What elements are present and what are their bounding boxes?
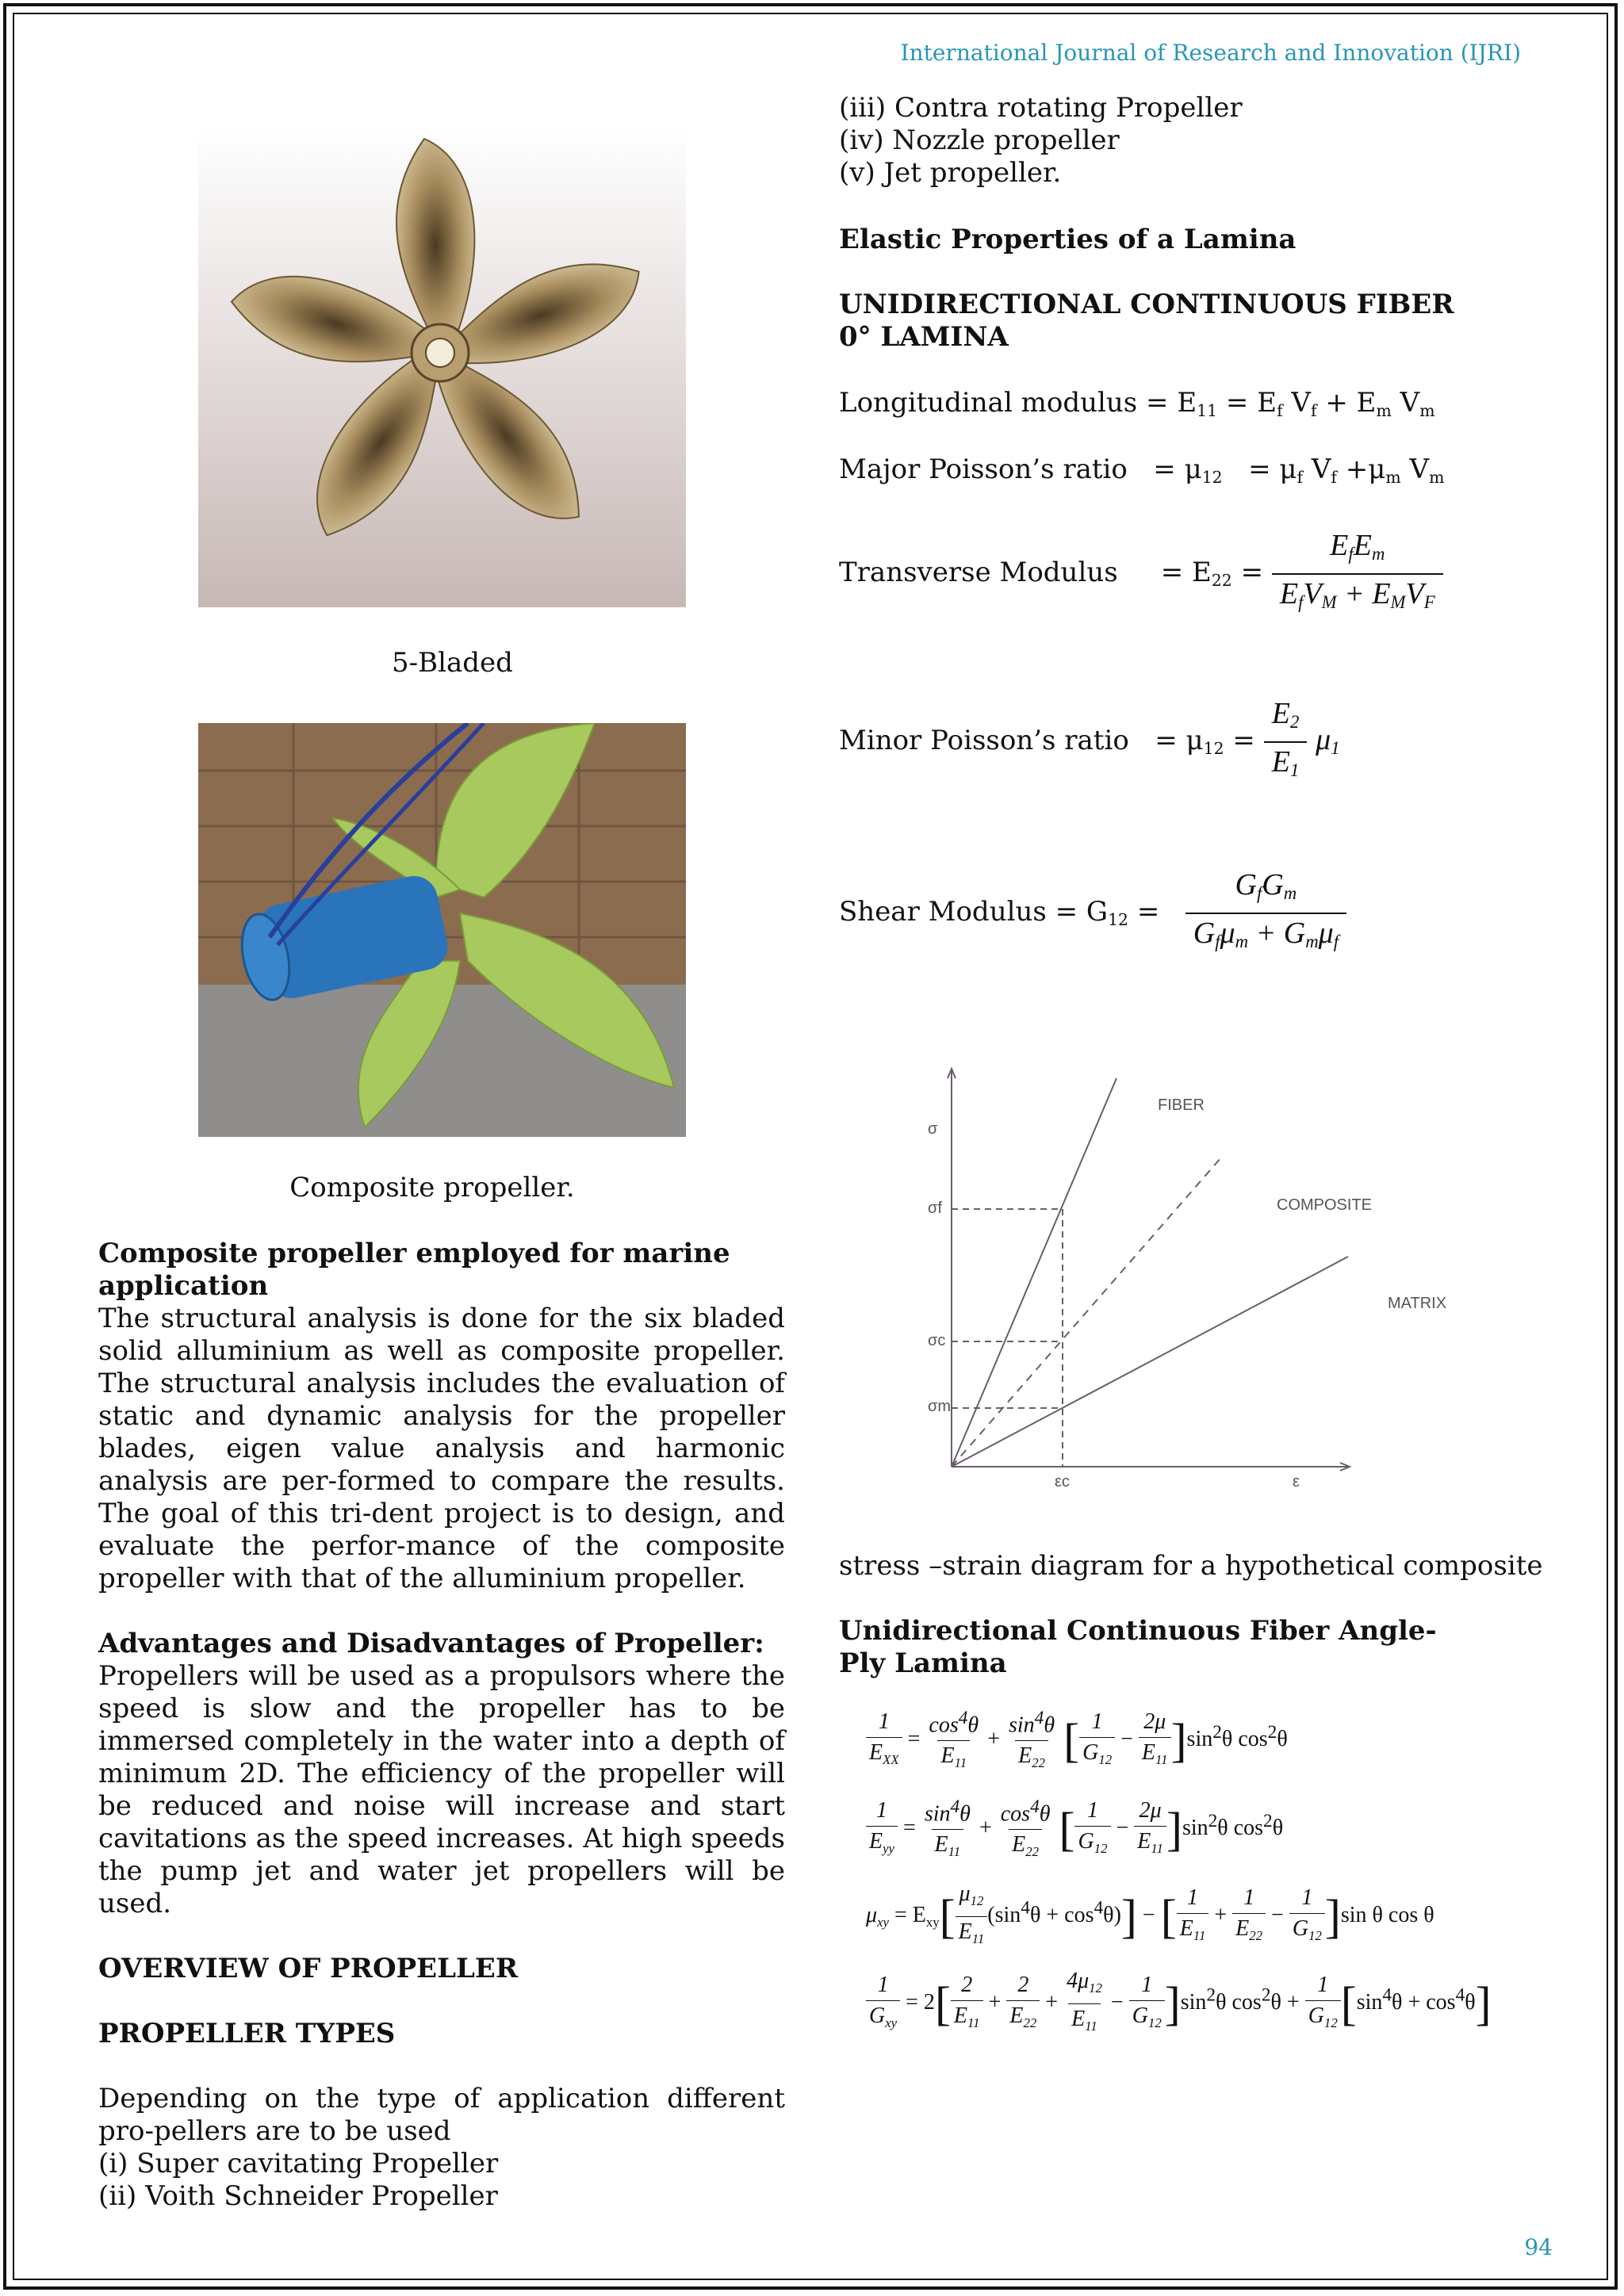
eps-c-label: εc (1055, 1473, 1070, 1490)
section-title-unidirectional: UNIDIRECTIONAL CONTINUOUS FIBER 0° LAMINA (839, 289, 1454, 353)
composite-line (952, 1158, 1221, 1467)
left-text-block (98, 1238, 785, 2213)
x-axis-label: ε (1293, 1473, 1300, 1490)
matrix-line (952, 1257, 1348, 1467)
section-title-angle-ply: Unidirectional Continuous Fiber Angle-Ply Lamina (839, 1615, 1437, 1679)
equation-major-poisson: Major Poisson’s ratio = $\mu_{12} = \mu_f$ $V_f +\mu_m$ $V_m$ (839, 453, 1445, 487)
equation-longitudinal-modulus: Longitudinal modulus = $E_{11} = E_f$ $V_f + E_m$ $V_m$ (839, 387, 1435, 420)
section-title-composite-marine: Composite propeller employed for marine application (98, 1238, 730, 1302)
journal-header: International Journal of Research and Innovation (IJRI) (900, 40, 1521, 66)
section-body-advantages: Propellers will be used as a propulsors where the speed is slow and the propeller has to be immersed completely in the water into a depth of minimum 2D. The efficiency of the propeller will be reduced and noise will increase and start cavitations as the speed increases. At high speeds the pump jet and water jet propellers will be used. (98, 1660, 785, 1919)
equation-shear-modulus: Shear Modulus = $G_{12}$ = $\frac{G_fG_m}{G_f\mu_m + G_m\mu_f}$ (839, 869, 1553, 958)
equation-exx: $\frac{1}{E_{XX}}$ = $\frac{\cos^4\theta}{E_{11}}$ + $\frac{\sin^4\theta}{E_{22}}$ [ $\frac{1}{G_{12}}$ − $\frac{2\mu}{E_{11}}$ ]$\sin^2\theta$ $\cos^2\theta$ (866, 1705, 1580, 1777)
figure-caption-five-bladed: 5-Bladed (392, 647, 513, 679)
list-item: (v) Jet propeller. (839, 157, 1062, 189)
equation-muxy: $\mu_{xy} = E_{xy}$[ $\frac{\mu_{12}}{E_{11}}$ $(\sin^4\theta + \cos^4\theta)$] − [ $\frac{1}{E_{11}}$ + $\frac{1}{E_{22}}$ − $\frac{1}{G_{12}}$ ]sin θ cos θ (866, 1881, 1580, 1953)
section-title-advantages: Advantages and Disadvantages of Propeller: (98, 1628, 764, 1659)
propeller-types-intro: Depending on the type of application different pro-pellers are to be used (98, 2083, 785, 2147)
equation-label: Transverse Modulus (839, 557, 1118, 588)
equation-gxy: $\frac{1}{G_{xy}}$ = 2[ $\frac{2}{E_{11}}$ + $\frac{2}{E_{22}}$ + $\frac{4\mu_{12}}{E_{11}}$ − $\frac{1}{G_{12}}$ ]$\sin^2\theta$ $\cos^2\theta$ + $\frac{1}{G_{12}}$ $[\sin^4\theta + \cos^4\theta]$ (866, 1968, 1588, 2040)
composite-label: COMPOSITE (1277, 1196, 1373, 1214)
equation-transverse-modulus: Transverse Modulus = $E_{22}$ = $\frac{E_fE_m}{E_fV_M + E_MV_F}$ (839, 530, 1553, 618)
equation-eyy: $\frac{1}{E_{yy}}$ = $\frac{\sin^4\theta}{E_{11}}$ + $\frac{\cos^4\theta}{E_{22}}$ [ $\frac{1}{G_{12}}$ − $\frac{2\mu}{E_{11}}$ ]$\sin^2\theta$ $\cos^2\theta$ (866, 1793, 1580, 1866)
list-item: (i) Super cavitating Propeller (98, 2148, 499, 2179)
sigma-c-label: σc (928, 1332, 946, 1349)
matrix-label: MATRIX (1388, 1295, 1447, 1312)
sigma-f-label: σf (928, 1200, 942, 1217)
five-bladed-propeller-image (198, 127, 686, 607)
list-item: (iv) Nozzle propeller (839, 124, 1120, 156)
section-title-propeller-types: PROPELLER TYPES (98, 2018, 396, 2049)
equation-label: Major Poisson’s ratio (839, 453, 1128, 485)
composite-propeller-image (198, 723, 686, 1137)
equation-label: Longitudinal modulus (839, 387, 1138, 419)
figure-caption-composite-propeller: Composite propeller. (289, 1172, 575, 1203)
right-list (839, 92, 1553, 189)
equation-label: Shear Modulus (839, 896, 1047, 928)
page-number: 94 (1524, 2234, 1553, 2260)
diagram-caption: stress –strain diagram for a hypothetical composite (839, 1550, 1543, 1582)
equation-label: Minor Poisson’s ratio (839, 725, 1129, 756)
y-axis-label: σ (928, 1120, 938, 1138)
sigma-m-label: σm (928, 1398, 952, 1415)
section-body-composite-marine: The structural analysis is done for the six bladed solid alluminium as well as composite propeller. The structural analysis includes the evaluation of static and dynamic analysis for the propeller blades, eigen value analysis and harmonic analysis are per-formed to compare the results. The goal of this tri-dent project is to design, and evaluate the perfor-mance of the composite propeller with that of the alluminium propeller. (98, 1303, 785, 1594)
fiber-label: FIBER (1158, 1096, 1205, 1114)
list-item: (ii) Voith Schneider Propeller (98, 2180, 498, 2212)
equation-minor-poisson: Minor Poisson’s ratio = $\mu_{12}$ = $\frac{E_2}{E_1}$ $\mu_1$ (839, 698, 1553, 786)
list-item: (iii) Contra rotating Propeller (839, 92, 1243, 124)
section-title-overview: OVERVIEW OF PROPELLER (98, 1953, 519, 1984)
stress-strain-diagram (904, 1054, 1475, 1498)
section-title-elastic: Elastic Properties of a Lamina (839, 224, 1297, 255)
